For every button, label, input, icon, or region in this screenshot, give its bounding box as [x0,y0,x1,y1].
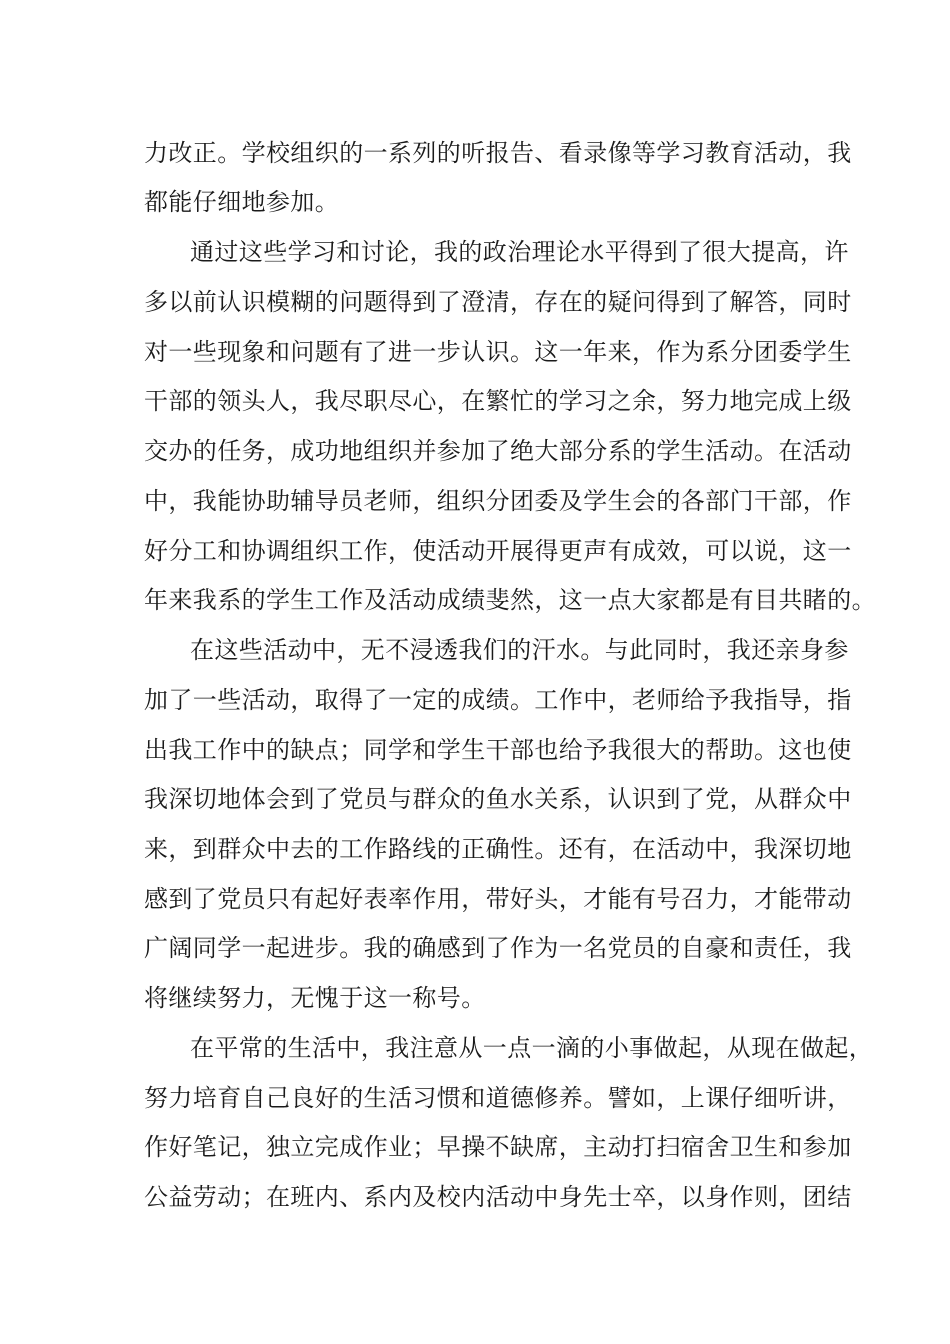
text-line: 交办的任务，成功地组织并参加了绝大部分系的学生活动。在活动 [144,437,852,465]
text-line: 我深切地体会到了党员与群众的鱼水关系，认识到了党，从群众中 [144,785,852,813]
text-line: 好分工和协调组织工作，使活动开展得更声有成效，可以说，这一 [144,537,852,565]
text-line: 来，到群众中去的工作路线的正确性。还有，在活动中，我深切地 [144,835,852,863]
text-line: 对一些现象和问题有了进一步认识。这一年来，作为系分团委学生 [144,338,852,366]
text-line: 都能仔细地参加。 [144,188,340,216]
text-line: 中，我能协助辅导员老师，组织分团委及学生会的各部门干部，作 [144,487,852,515]
text-line: 感到了党员只有起好表率作用，带好头，才能有号召力，才能带动 [144,885,852,913]
paragraph-first-line: 通过这些学习和讨论，我的政治理论水平得到了很大提高，许 [190,238,849,266]
text-line: 加了一些活动，取得了一定的成绩。工作中，老师给予我指导，指 [144,686,852,714]
text-line: 作好笔记，独立完成作业；早操不缺席，主动打扫宿舍卫生和参加 [144,1133,852,1161]
text-line: 出我工作中的缺点；同学和学生干部也给予我很大的帮助。这也使 [144,736,852,764]
paragraph-first-line: 在这些活动中，无不浸透我们的汗水。与此同时，我还亲身参 [190,636,849,664]
text-line: 年来我系的学生工作及活动成绩斐然，这一点大家都是有目共睹的。 [144,586,876,614]
text-line: 干部的领头人，我尽职尽心，在繁忙的学习之余，努力地完成上级 [144,387,852,415]
text-line: 公益劳动；在班内、系内及校内活动中身先士卒，以身作则，团结 [144,1183,852,1211]
text-line: 将继续努力，无愧于这一称号。 [144,984,486,1012]
text-line: 力改正。学校组织的一系列的听报告、看录像等学习教育活动，我 [144,139,852,167]
text-line: 多以前认识模糊的问题得到了澄清，存在的疑问得到了解答，同时 [144,288,852,316]
paragraph-first-line: 在平常的生活中，我注意从一点一滴的小事做起，从现在做起， [190,1034,874,1062]
text-line: 广阔同学一起进步。我的确感到了作为一名党员的自豪和责任，我 [144,934,852,962]
text-line: 努力培育自己良好的生活习惯和道德修养。譬如，上课仔细听讲， [144,1084,852,1112]
